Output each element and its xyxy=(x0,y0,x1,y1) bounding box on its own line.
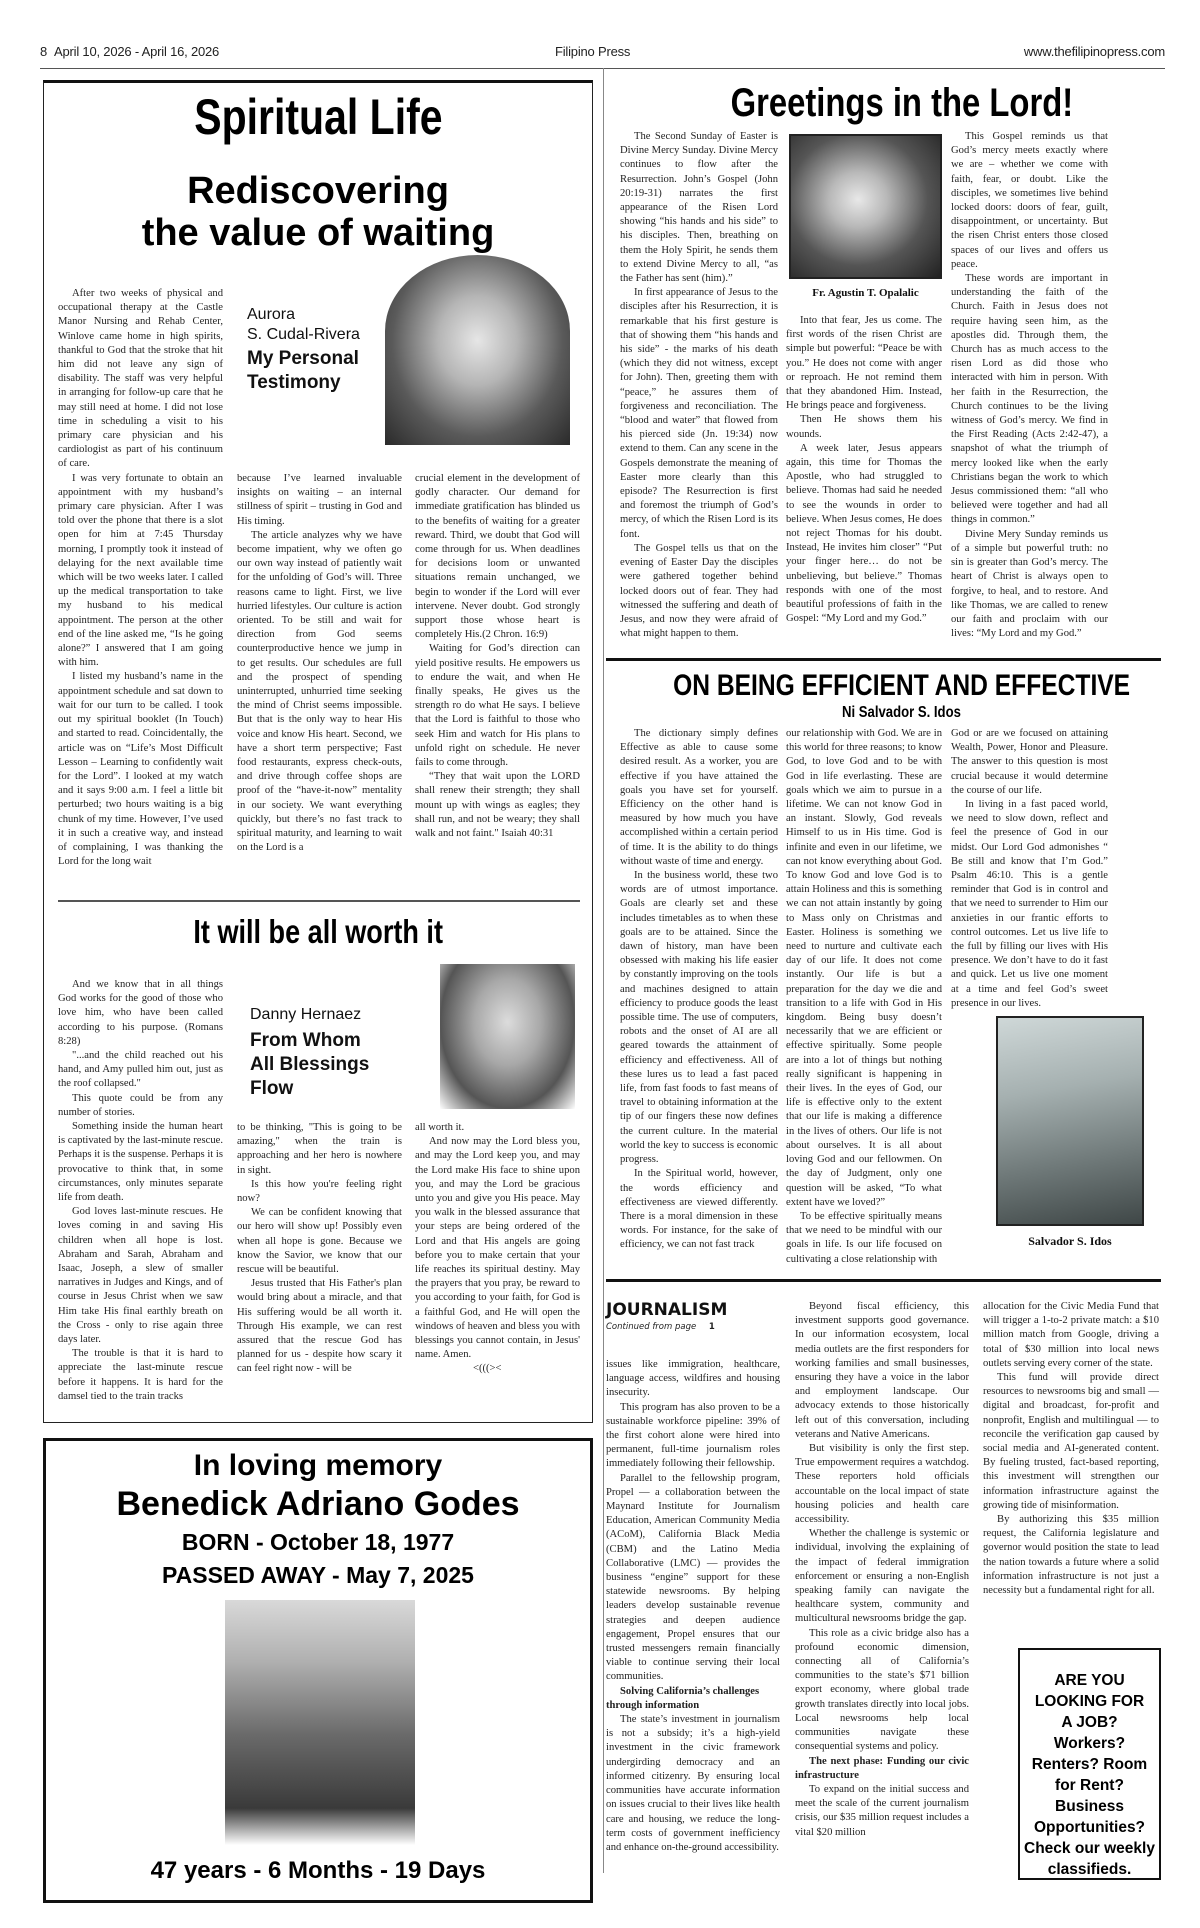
efficient-col2 xyxy=(786,727,942,1267)
paragraph: To be effective spiritually means that we need to be mindful with our goals in life. Is our life focused on cultivating a close relationship with xyxy=(786,1210,942,1265)
paragraph: And now may the Lord bless you, and may the Lord keep you, and may the Lord make His face to shine upon you, and may the Lord be gracious unto you and give you His peace. May you walk in the blessed assurance that your steps are being ordered of the Lord and that His angels are going before you to make certain that your life reaches its spiritual destiny. May the prayers that you pray, be reward to you according to your faith, for God is a faithful God, and He will open the windows of heaven and bless you with blessings you cannot contain, in Jesus' name. Amen. xyxy=(415,1136,580,1361)
subheading: The next phase: Funding our civic infrastructure xyxy=(795,1755,969,1781)
ad-line: classifieds. xyxy=(1047,1861,1132,1878)
continued-from xyxy=(606,1322,715,1332)
paragraph: The Second Sunday of Easter is Divine Mercy Sunday. Divine Mercy continues to flow after the Resurrection. John’s Gospel (John 20:19-31) narrates the first appearance of the Risen Lord showing “his hands and his side” to his disciples. Then, breathing on them the Holy Spirit, he sends them to extend Divine Mercy to all, “as the Father has sent (him).” xyxy=(620,131,778,285)
continued-label: Continued from page xyxy=(606,1322,697,1332)
paragraph: These words are important in understanding the faith of the Church. Faith in Jesus does not require having seen him, as the apostles did. Through them, the Church has as much access to the risen Lord as did those who interacted with him in person. With her faith in the Resurrection, the Church continues to be the living witness of God’s mercy. We find in the First Reading (Acts 2:42-47), a snapshot of what the triumph of mercy looked like when the early Christians began the work to which Jesus commissioned them: “all who believed were together and had all things in common.” xyxy=(951,273,1108,526)
headline-line: the value of waiting xyxy=(141,212,495,254)
paragraph: To expand on the initial success and meet the scale of the current journalism crisis, our $35 million request includes a vital $20 million xyxy=(795,1783,969,1838)
headline-line: Rediscovering xyxy=(187,170,449,212)
ad-line: LOOKING FOR xyxy=(1034,1693,1145,1710)
issue-date-range: April 10, 2026 - April 16, 2026 xyxy=(54,44,220,59)
column-title xyxy=(250,1029,400,1101)
byline-text: Ni Salvador S. Idos xyxy=(842,704,961,721)
article1-col1 xyxy=(58,287,223,869)
article2-headline xyxy=(43,912,593,952)
headline-text: Greetings in the Lord! xyxy=(730,81,1073,125)
column-title-line: Flow xyxy=(250,1078,294,1099)
section-divider xyxy=(606,1279,1161,1282)
column-title-line: All Blessings xyxy=(250,1054,370,1075)
paragraph: "...and the child reached out his hand, and Amy pulled him out, just as the roof collapsed." xyxy=(58,1050,223,1090)
paragraph: Divine Mery Sunday reminds us of a simple but powerful truth: no sin is greater than God’s mercy. The heart of Christ is always open to forgive, to heal, and to restore. And like Thomas, we are called to renew our faith and proclaim with our lives: “My Lord and my God.” xyxy=(951,528,1108,640)
paragraph: The Gospel tells us that on the evening of Easter Day the disciples were gathered together behind locked doors out of fear. They had witnessed the suffering and death of Jesus, and now they were afraid of what might happen to them. xyxy=(620,542,778,640)
paragraph: I was very fortunate to obtain an appointment with my husband’s primary care physician. After I was told over the phone that there is a slot open for him at 7:45 Thursday morning, I promptly took it instead of delaying for the next available time which will be two weeks later. I called up the medical transportation to take my husband to his medical appointment. The person at the other end of the line asked me, “Is he going alone?” I answered that I am going with him. xyxy=(58,472,223,669)
priest-photo xyxy=(789,134,942,279)
paragraph: Beyond fiscal efficiency, this investment supports good governance. In our information ecosystem, local media outlets are the first responders for working families and small businesses, ensuring they have a voice in the labor and employment landscape. Our advocacy extends to those historically left out of this conversation, including veterans and Native Americans. xyxy=(795,1301,969,1440)
website-link[interactable]: www.thefilipinopress.com xyxy=(1023,44,1165,59)
ad-line: Workers? xyxy=(1053,1735,1126,1752)
paragraph: This program has also proven to be a sustainable workforce pipeline: 39% of the first cohort alone were hired into permanent, full-time journalism roles immediately following their fellowship. xyxy=(606,1401,780,1470)
paragraph: But visibility is only the first step. True empowerment requires a watchdog. These reporters hold officials accountable on the local impact of state housing policies and health care accessibility. xyxy=(795,1443,969,1526)
article2-col3 xyxy=(415,1121,580,1377)
paragraph: Something inside the human heart is captivated by the last-minute rescue. Perhaps it is the suspense. Perhaps it is provocative to think that, in some circumstances, only minutes separate life from death. xyxy=(58,1121,223,1204)
paragraph: This quote could be from any number of stories. xyxy=(58,1092,223,1118)
greetings-headline xyxy=(603,80,1200,126)
photo-caption: Salvador S. Idos xyxy=(1028,1234,1112,1248)
paragraph: allocation for the Civic Media Fund that will trigger a 1-to-2 private match: a $10 million match from Google, driving a total of $30 million into local news outlets serving every corner of the state. xyxy=(983,1301,1159,1369)
paragraph: This fund will provide direct resources to newsrooms big and small — digital and broadcast, for-profit and nonprofit, English and multilingual — to reconcile the verification gap caused by social media and AI-generated content. By fueling trusted, fact-based reporting, this investment will strengthen our information infrastructure against the growing tide of misinformation. xyxy=(983,1372,1159,1511)
ad-line: A JOB? xyxy=(1061,1714,1118,1731)
column-title-line: My Personal xyxy=(247,348,359,369)
paragraph: crucial element in the development of godly character. Our demand for immediate gratification has blinded us to the benefits of waiting for a greater reward. Third, we doubt that God will come through for us. When deadlines for decisions loom or unwanted situations remain unchanged, we begin to wonder if the Lord will ever intervene. Never doubt. God strongly support those whose heart is completely His.(2 Chron. 16:9) xyxy=(415,473,580,641)
paragraph: God or are we focused on attaining Wealth, Power, Honor and Pleasure. The answer to this question is most crucial because it would determine the course of our life. xyxy=(951,728,1108,796)
ad-line: for Rent? xyxy=(1055,1777,1124,1794)
article1-col2 xyxy=(237,472,402,855)
classifieds-ad-text xyxy=(1020,1670,1159,1880)
memorial-passed: PASSED AWAY - May 7, 2025 xyxy=(162,1562,474,1588)
article1-headline xyxy=(43,170,593,254)
ad-line: Opportunities? xyxy=(1033,1819,1146,1836)
paragraph: This Gospel reminds us that God’s mercy meets exactly where we are – whether we come with faith, fear, or doubt. Like the disciples, we sometimes live behind locked doors: doors of fear, guilt, disappointment, or uncertainty. But the risen Christ enters those closed spaces of our lives and offers us peace. xyxy=(951,131,1108,270)
author-byline xyxy=(247,305,397,395)
greetings-col2 xyxy=(786,314,942,626)
column-title xyxy=(247,347,397,395)
efficient-col3 xyxy=(951,727,1108,1011)
fish-symbol: <(((>< xyxy=(473,1363,502,1375)
section-title-text: Spiritual Life xyxy=(193,89,443,145)
memorial-intro: In loving memory xyxy=(193,1449,443,1482)
paragraph: A week later, Jesus appears again, this time for Thomas the Apostle, who had struggled to believe. Thomas had said he needed to see the wounds in order to believe. When Jesus comes, He does not reject Thomas for his doubt. Instead, He invites him closer” “Put your finger here… do not be unbelieving, but believe.” Thomas responds with one of the most beautiful professions of faith in the Gospel: “My Lord and my God.” xyxy=(786,442,942,625)
paragraph: Whether the challenge is systemic or individual, involving the explaining of the impact of federal immigration enforcement or ensuring a non-English speaking family can navigate the healthcare system, community and multicultural newsrooms bridge the gap. xyxy=(795,1528,969,1625)
headline-text: It will be all worth it xyxy=(193,913,443,950)
subheading: Solving California’s challenges through information xyxy=(606,1685,760,1711)
column-title-line: Testimony xyxy=(247,372,341,393)
ad-line: ARE YOU xyxy=(1054,1672,1125,1689)
paragraph: After two weeks of physical and occupational therapy at the Castle Manor Nursing and Rehab Center, Winlove came home in high spirits, thankful to God that the stroke that hit him did not leave any sign of disability. The staff was very helpful in arranging for follow-up care that he may still need at home. I did not lose time in scheduling a visit to his primary care physician and his cardiologist as part of his continuum of care. xyxy=(58,288,223,470)
paragraph: our relationship with God. We are in this world for three reasons; to know God, to love God and to be with God in life everlasting. These are goals which we aim to pursue in a lifetime. We can not know God in an instant. Slowly, God reveals Himself to us in His time. God is infinite and even in our lifetime, we can not know everything about God. To know God and love God is to attain Holiness and this is something we can not attain instantly by going to Mass only on Christmas and Easter. Holiness is something we need to nurture and cultivate each day of our life. It does not come instantly. Our life is but a preparation for the day we die and transition to a life with God in His kingdom. Being busy doesn’t necessarily that we are efficient or effective spiritually. Some people are into a lot of things but nothing really significant is happening in their lives. In the eyes of God, our life is effective only to the extent that our life is making a difference in the lives of others. Our life is not about ourselves. It is all about loving God and our fellowmen. On the day of Judgment, only one question will be asked, “To what extent have we loved?” xyxy=(786,728,942,1208)
paragraph: Then He shows them his wounds. xyxy=(786,414,942,440)
paragraph: This role as a civic bridge also has a profound economic dimension, connecting all of California’s communities to the state’s $71 billion export economy, where global trade growth translates directly into local jobs. Local newsrooms help local communities navigate these consequential systems and policy. xyxy=(795,1627,969,1753)
paragraph: Waiting for God’s direction can yield positive results. He empowers us to endure the wait, and when He finally speaks, He gives us the strength ro do what He says. I believe that the Lord is faithful to those who seek Him and watch for His plans to unfold right on schedule. He never fails to come through. xyxy=(415,643,580,769)
article2-col2 xyxy=(237,1121,402,1377)
author-photo xyxy=(996,1016,1144,1226)
article2-col1 xyxy=(58,978,223,1404)
publication-name: Filipino Press xyxy=(555,44,631,59)
article-divider xyxy=(58,900,580,902)
column-title-line: From Whom xyxy=(250,1030,361,1051)
paragraph: “They that wait upon the LORD shall renew their strength; they shall mount up with wings as eagles; they shall run, and not be weary; they shall walk and not faint." Isaiah 40:31 xyxy=(415,771,580,840)
section-title xyxy=(43,88,593,146)
paragraph: In the Spiritual world, however, the words efficiency and effectiveness are viewed differently. There is a moral dimension in these words. For instance, for the sake of efficiency, we can not fast track xyxy=(620,1168,778,1251)
memorial-name: Benedick Adriano Godes xyxy=(116,1485,520,1523)
ad-line: Check our weekly xyxy=(1024,1840,1155,1857)
author-name: Danny Hernaez xyxy=(250,1006,362,1023)
author-photo xyxy=(440,964,575,1109)
paragraph: We can be confident knowing that our hero will show up! Possibly even when all hope is gone. Because we know the Savior, we know that our rescue will be beautiful. xyxy=(237,1207,402,1276)
article1-col3 xyxy=(415,472,580,841)
journalism-kicker: JOURNALISM xyxy=(606,1300,728,1320)
page-number: 8 xyxy=(40,44,48,59)
efficient-byline xyxy=(603,703,1200,723)
ad-line: Renters? Room xyxy=(1031,1756,1148,1773)
paragraph: because I’ve learned invaluable insights on waiting – an internal stillness of spirit – trusting in God and His timing. xyxy=(237,473,402,527)
author-name: Aurora xyxy=(247,306,296,323)
paragraph: In first appearance of Jesus to the disciples after his Resurrection, it is remarkable that his first gesture is that of showing them “his hands and his side” - the marks of his death (which they did not witness, except for John). Then, greeting them with “peace,” he assures them of forgiveness and reconciliation. The “blood and water” that flowed from his pierced side (Jn. 19:34) now extend to them. Can any scene in the Gospels demonstrate the meaning of Easter more clearly than this episode? The Resurrection is first and foremost the triumph of God’s mercy, of which the Risen Lord is its font. xyxy=(620,287,778,540)
journalism-col3 xyxy=(983,1300,1159,1598)
journalism-col1 xyxy=(606,1358,780,1855)
paragraph: In the business world, these two words are of utmost importance. Goals are clearly set and these includes timetables as to when these goals are to be attained. Since the dawn of history, man have been obsessed with making his life easier by constantly improving on the tools and machines designed to attain efficiency to produce goods the least possible time. The use of computers, robots and the onset of AI are all geared towards the attainment of efficiency and effectiveness. All of these lures us to lead a fast paced life, from fast foods to fast means of travel to obtaining information at the tip of our fingers these now defines the current culture. In the material world the key to success is economic progress. xyxy=(620,870,778,1166)
classifieds-ad[interactable] xyxy=(1018,1648,1161,1880)
paragraph: And we know that in all things God works for the good of those who love him, who have been called according to his purpose. (Romans 8:28) xyxy=(58,979,223,1047)
photo-caption: Fr. Agustin T. Opalalic xyxy=(812,287,919,299)
author-name: S. Cudal-Rivera xyxy=(247,326,360,343)
greetings-col1 xyxy=(620,130,778,641)
paragraph: all worth it. xyxy=(415,1122,465,1133)
memorial-age: 47 years - 6 Months - 19 Days xyxy=(150,1857,486,1884)
paragraph: The dictionary simply defines Effective as able to cause some desired result. As a worker, you are effective if you have attained the goals you have set for yourself. Efficiency on the other hand is measured by how much you have accomplished within a certain period of time. It is the ability to do things without waste of time and energy. xyxy=(620,728,778,867)
paragraph: I listed my husband’s name in the appointment schedule and sat down to wait for our turn to be called. I took out my spiritual booklet (In Touch) and started to read. Coincidentally, the article was on “Life’s Most Difficult Lesson – Learning to confidently wait for the Lord”. I looked at my watch and it says 9:00 a.m. I feel a little bit perturbed; two hours waiting is a big chunk of my time. However, I’ve used it in such a creative way, and instead of complaining, I was thanking the Lord for the long wait xyxy=(58,671,223,868)
ad-line: Business xyxy=(1055,1798,1124,1815)
paragraph: Parallel to the fellowship program, Propel — a collaboration between the Maynard Institute for Journalism Education, American Community Media (ACoM), California Black Media (CBM) and the Latino Media Collaborative (LMC) — provides the business “engine” support for these statewide newsrooms. By helping leaders develop sustainable revenue strategies and deepen audience engagement, Propel ensures that our trusted messengers remain financially viable to continue serving their local communities. xyxy=(606,1472,780,1683)
memorial-born: BORN - October 18, 1977 xyxy=(181,1529,455,1555)
author-photo xyxy=(385,255,570,445)
paragraph: The trouble is that it is hard to appreciate the last-minute rescue before it happens. It is hard for the damsel tied to the train tracks xyxy=(58,1348,223,1402)
paragraph: By authorizing this $35 million request, the California legislature and governor would position the state to lead the nation towards a future where a solid information infrastructure is not just a necessity but a fundamental right for all. xyxy=(983,1514,1159,1597)
paragraph: issues like immigration, healthcare, language access, wildfires and housing insecurity. xyxy=(606,1359,780,1399)
headline-text: ON BEING EFFICIENT AND EFFECTIVE xyxy=(673,669,1130,702)
paragraph: In living in a fast paced world, we need to slow down, reflect and feel the presence of God in our midst. Our Lord God admonishes “ Be still and know that I’m God.” Psalm 46:10. This is a gentle reminder that God is in control and that we need to surrender to Him our anxieties in our frantic efforts to control outcomes. Let us live life to the full by filling our lives with His presence. We don’t have to do it fast and quick. Let us live one moment at a time and feel God’s sweet presence in our lives. xyxy=(951,799,1108,1009)
paragraph: God loves last-minute rescues. He loves coming in and saving His children when all hope is lost. Abraham and Sarah, Abraham and Isaac, Joseph, a slew of smaller narratives in Judges and Kings, and of course in Jesus Christ when we saw Him take His final earthly breath on the Cross - only to rise again three days later. xyxy=(58,1206,223,1346)
column-divider xyxy=(603,68,604,1873)
memorial-header xyxy=(43,1448,593,1592)
paragraph: The article analyzes why we have become impatient, why we often go our own way instead of patiently wait for the unfolding of God’s will. Three reasons came to light. First, we live hurried lifestyles. Our culture is action oriented. To be still and wait for direction from God seems counterproductive hence we jump in to get results. Our schedules are full and the prospect of spending uninterrupted, unhurried time seeking the mind of Christ seems impossible. But that is the only way to hear His voice and know His heart. Second, we have a short term perspective; Fast food restaurants, express check-outs, and drive through coffee shops are proof of the “have-it-now” mentality in our society. We want everything quickly, but there’s no fast track to spiritual maturity, and learning to wait on the Lord is a xyxy=(237,529,402,854)
section-divider xyxy=(606,658,1161,661)
memorial-photo xyxy=(225,1600,415,1845)
paragraph: Into that fear, Jes us come. The first words of the risen Christ are simple but powerful: “Peace be with you.” He does not come with anger or reproach. He not remind them that they abandoned Him. Instead, He brings peace and forgiveness. xyxy=(786,315,942,412)
paragraph: The state’s investment in journalism is not a subsidy; it’s a high-yield investment in the civic framework undergirding democracy and an informed citizenry. By ensuring local communities have accurate information on issues crucial to their lives like health care and housing, we reduce the long-term costs of government inefficiency and enhance on-the-ground accessibility. xyxy=(606,1714,780,1853)
paragraph: to be thinking, "This is going to be amazing," when the train is approaching and her hero is nowhere in sight. xyxy=(237,1122,402,1176)
paragraph: Is this how you're feeling right now? xyxy=(237,1178,402,1205)
efficient-col1 xyxy=(620,727,778,1253)
author-byline xyxy=(250,1005,400,1101)
efficient-headline xyxy=(603,668,1200,704)
journalism-col2 xyxy=(795,1300,969,1840)
continued-page-number[interactable]: 1 xyxy=(708,1322,715,1332)
greetings-col3 xyxy=(951,130,1108,641)
paragraph: Jesus trusted that His Father's plan would bring about a miracle, and that His suffering would be all worth it. Through His example, we can rest assured that the rescue God has planned for us - despite how scary it can feel right now - will be xyxy=(237,1278,402,1375)
